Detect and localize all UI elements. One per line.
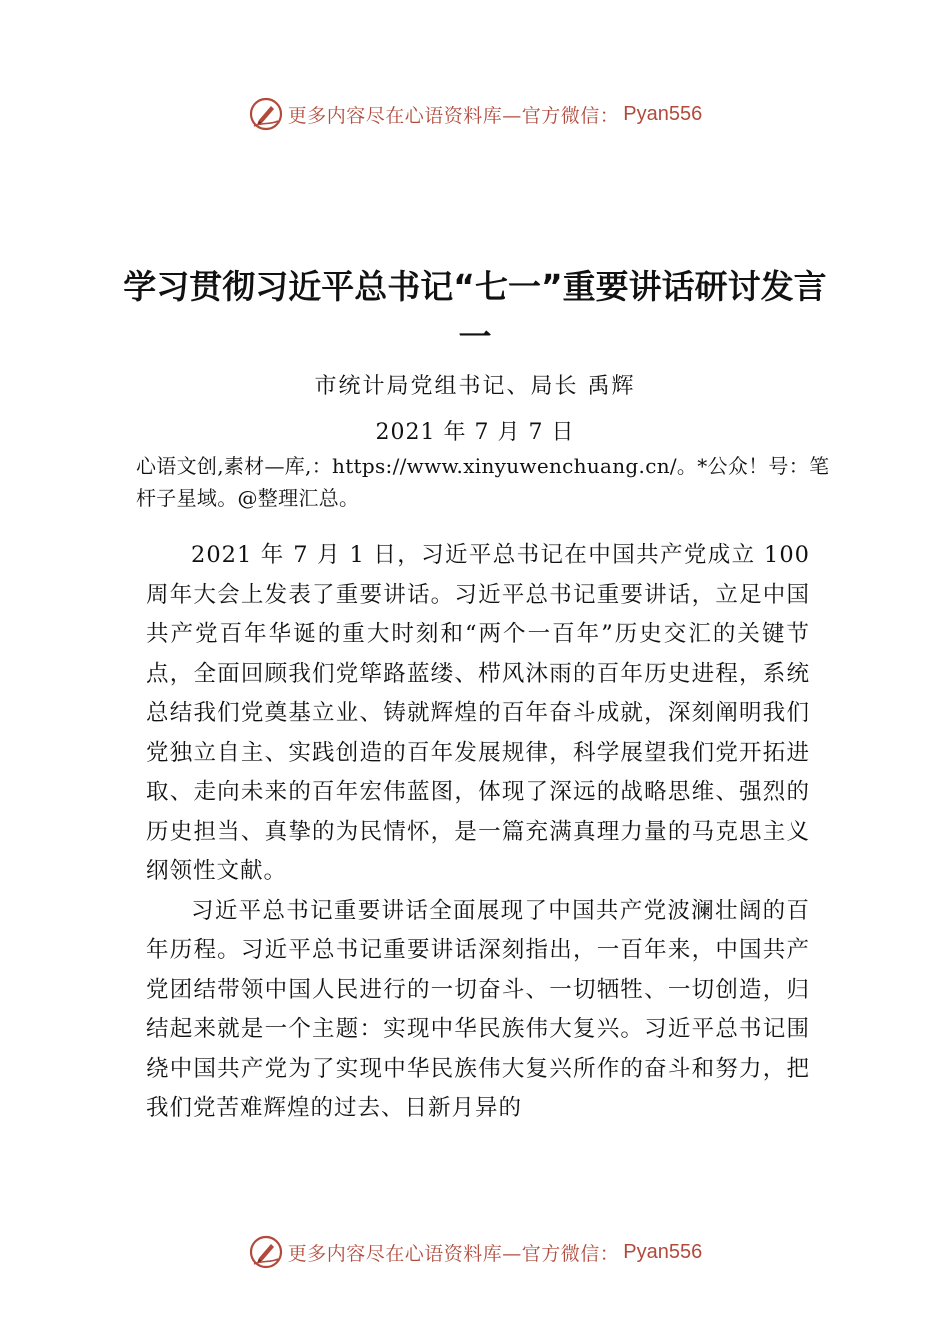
document-author: 市统计局党组书记、局长 禹辉 [314,374,636,399]
footer-banner-text: 更多内容尽在心语资料库—官方微信： [287,1242,620,1265]
document-body [146,536,810,1129]
header-banner [0,94,950,134]
pen-logo-icon [248,1234,284,1270]
body-paragraph: 2021 年 7 月 1 日，习近平总书记在中国共产党成立 100 周年大会上发表了重要讲话。习近平总书记重要讲话，立足中国共产党百年华诞的重大时刻和“两个一百年”历史交汇的关键节点，全面回顾我们党筚路蓝缕、栉风沐雨的百年历史进程，系统总结我们党奠基立业、铸就辉煌的百年奋斗成就，深刻阐明我们党独立自主、实践创造的百年发展规律，科学展望我们党开拓进取、走向未来的百年宏伟蓝图，体现了深远的战略思维、强烈的历史担当、真挚的为民情怀，是一篇充满真理力量的马克思主义纲领性文献。 [146,542,810,884]
footer-banner [0,1232,950,1272]
header-banner-text: 更多内容尽在心语资料库—官方微信： [287,104,620,127]
source-note: 心语文创,素材—库,：https://www.xinyuwenchuang.cn/。*公众！号：笔杆子星域。@整理汇总。 [136,454,830,510]
pen-logo-icon [248,96,284,132]
body-paragraph: 习近平总书记重要讲话全面展现了中国共产党波澜壮阔的百年历程。习近平总书记重要讲话深刻指出，一百年来，中国共产党团结带领中国人民进行的一切奋斗、一切牺牲、一切创造，归结起来就是一个主题：实现中华民族伟大复兴。习近平总书记围绕中国共产党为了实现中华民族伟大复兴所作的奋斗和努力，把我们党苦难辉煌的过去、日新月异的 [146,897,810,1121]
header-banner-wechat-id: Pyan556 [623,102,703,125]
document-date: 2021 年 7 月 7 日 [375,420,575,445]
footer-banner-wechat-id: Pyan556 [623,1240,703,1263]
document-title: 学习贯彻习近平总书记“七一”重要讲话研讨发言一 [123,267,827,356]
